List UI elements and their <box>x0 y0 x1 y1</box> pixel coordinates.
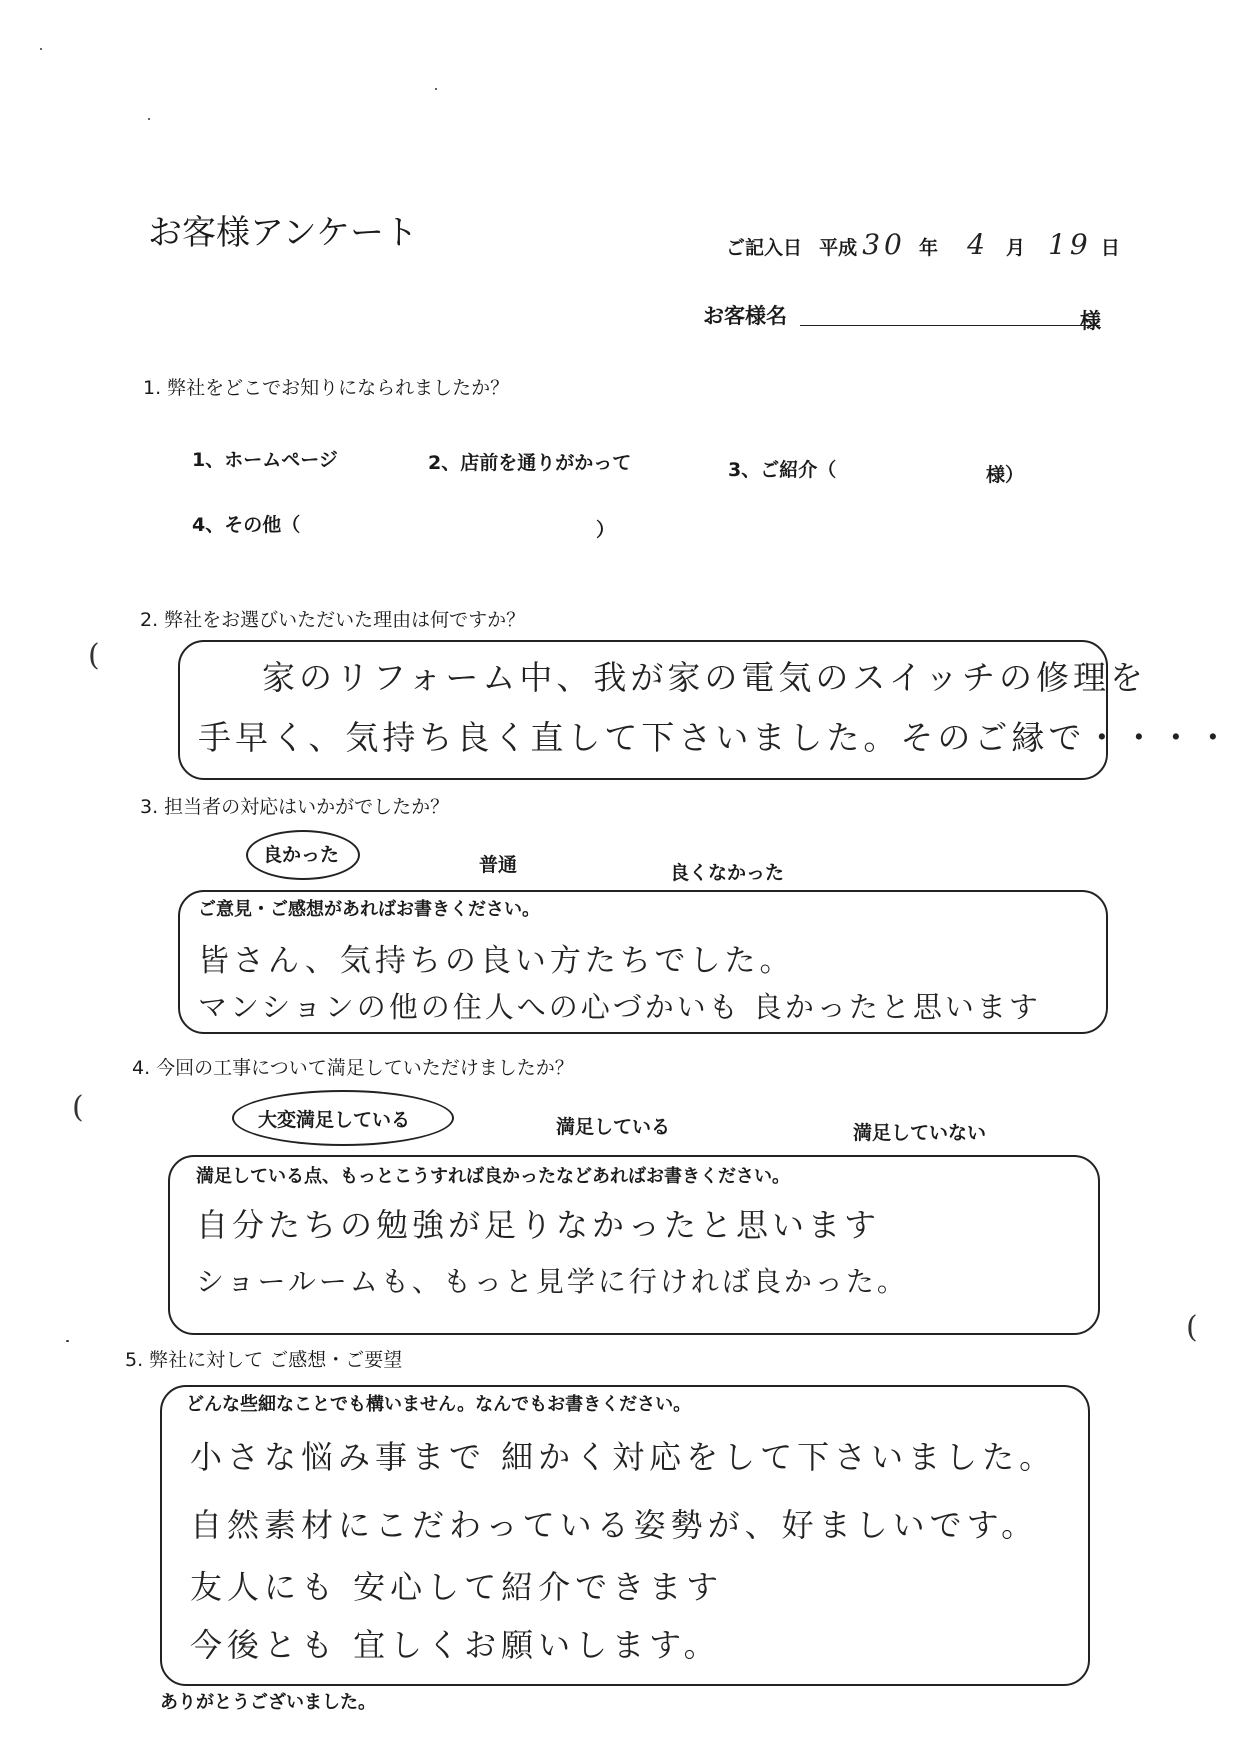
margin-mark: ( <box>88 638 100 673</box>
margin-mark-right: ( <box>1186 1310 1198 1345</box>
question-1: 1. 弊社をどこでお知りになられましたか？ <box>143 377 510 399</box>
q5-answer-line-1: 小さな悩み事まで 細かく対応をして下さいました。 <box>190 1438 1057 1476</box>
q2-answer-line-2: 手早く、気持ち良く直して下さいました。そのご縁で・・・・ <box>198 718 1234 757</box>
q4-answer-line-2: ショールームも、もっと見学に行ければ良かった。 <box>196 1265 908 1298</box>
question-3: 3. 担当者の対応はいかがでしたか？ <box>140 796 450 818</box>
customer-name-label: お客様名 <box>703 304 787 328</box>
question-4: 4. 今回の工事について満足していただけましたか？ <box>132 1057 574 1079</box>
date-label: ご記入日 <box>726 237 803 259</box>
question-5: 5. 弊社に対して ご感想・ご要望 <box>125 1349 403 1371</box>
scan-speck <box>40 48 42 50</box>
scan-speck <box>66 1340 69 1342</box>
month-unit: 月 <box>1005 237 1025 259</box>
page-title: お客様アンケート <box>148 213 418 253</box>
q5-answer-line-3: 友人にも 安心して紹介できます <box>190 1568 724 1606</box>
q1-option-referral: 3、ご紹介（ <box>728 459 837 481</box>
q1-option-storefront: 2、店前を通りがかって <box>428 452 632 474</box>
margin-circle-mark: ( <box>72 1090 84 1125</box>
customer-name-underline <box>800 325 1100 326</box>
q3-comment-prompt: ご意見・ご感想があればお書きください。 <box>198 899 540 920</box>
q5-comment-prompt: どんな些細なことでも構いません。なんでもお書きください。 <box>186 1394 692 1415</box>
day-value: 19 <box>1048 228 1092 261</box>
scan-speck <box>435 88 437 90</box>
entry-date <box>726 228 1120 268</box>
q1-option-referral-suffix: 様） <box>986 464 1025 486</box>
month-value: 4 <box>967 228 989 261</box>
scan-speck <box>148 118 150 120</box>
q3-answer-line-1: 皆さん、気持ちの良い方たちでした。 <box>198 943 795 979</box>
year-unit: 年 <box>918 237 938 259</box>
q5-answer-line-2: 自然素材にこだわっている姿勢が、好ましいです。 <box>190 1506 1039 1544</box>
q1-option-homepage: 1、ホームページ <box>192 449 338 471</box>
q4-option-very: 大変満足している <box>258 1109 411 1131</box>
question-2: 2. 弊社をお選びいただいた理由は何ですか？ <box>140 609 526 631</box>
q3-option-good: 良かった <box>263 844 340 866</box>
day-unit: 日 <box>1100 237 1120 259</box>
year-value: 30 <box>862 228 906 261</box>
era-label: 平成 <box>819 237 858 259</box>
q1-option-other: 4、その他（ <box>192 514 301 536</box>
q3-answer-line-2: マンションの他の住人への心づかいも 良かったと思います <box>198 990 1041 1024</box>
q4-comment-prompt: 満足している点、もっとこうすれば良かったなどあればお書きください。 <box>196 1166 790 1187</box>
q2-answer-line-1: 家のリフォーム中、我が家の電気のスイッチの修理を <box>262 658 1148 697</box>
q4-option-not: 満足していない <box>853 1122 987 1144</box>
q1-option-other-close: ） <box>596 519 616 541</box>
thanks-text: ありがとうございました。 <box>160 1692 376 1713</box>
q4-answer-line-1: 自分たちの勉強が足りなかったと思います <box>196 1206 881 1244</box>
q5-answer-line-4: 今後とも 宜しくお願いします。 <box>190 1626 721 1664</box>
q3-option-normal: 普通 <box>479 854 518 876</box>
customer-suffix: 様 <box>1080 309 1101 333</box>
q4-option-satisfied: 満足している <box>556 1116 671 1138</box>
q3-option-bad: 良くなかった <box>670 862 785 884</box>
